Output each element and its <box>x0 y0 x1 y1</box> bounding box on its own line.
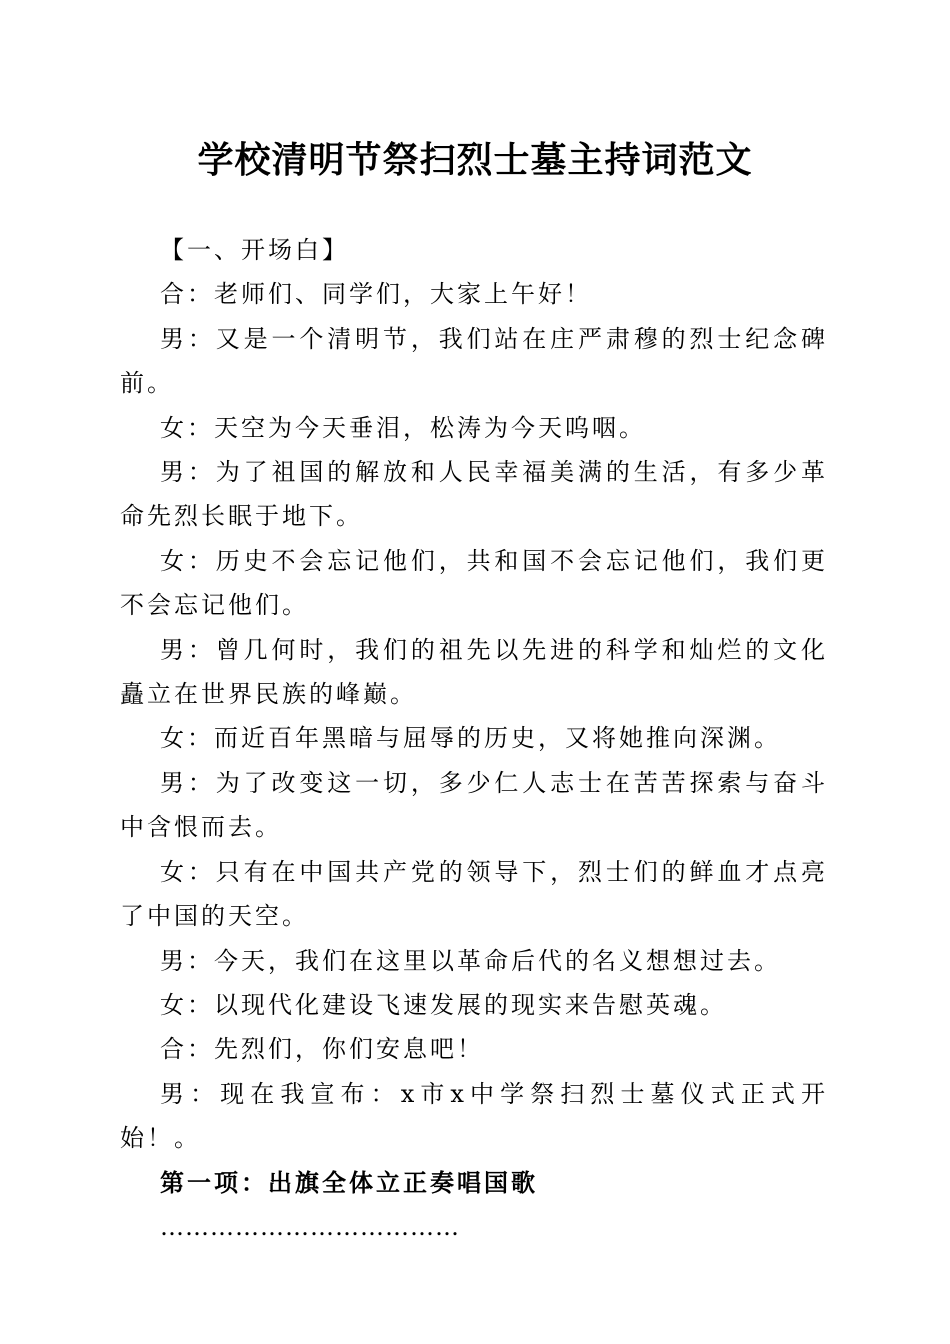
paragraph: 女：天空为今天垂泪，松涛为今天呜咽。 <box>160 413 646 442</box>
paragraph: 女：以现代化建设飞速发展的现实来告慰英魂。 <box>160 990 727 1019</box>
document-title: 学校清明节祭扫烈士墓主持词范文 <box>197 139 753 181</box>
paragraph: 合：老师们、同学们，大家上午好！ <box>160 280 592 309</box>
paragraph: 男：曾几何时，我们的祖先以先进的科学和灿烂的文化矗立在世界民族的峰巅。 <box>120 635 828 709</box>
paragraph: 男：又是一个清明节，我们站在庄严肃穆的烈士纪念碑前。 <box>120 324 828 398</box>
section-heading-opening: 【一、开场白】 <box>160 236 349 264</box>
paragraph: 女：而近百年黑暗与屈辱的历史，又将她推向深渊。 <box>160 724 781 753</box>
document-body <box>120 228 828 1249</box>
paragraph: 女：历史不会忘记他们，共和国不会忘记他们，我们更不会忘记他们。 <box>120 546 828 620</box>
paragraph: 女：只有在中国共产党的领导下，烈士们的鲜血才点亮了中国的天空。 <box>120 857 828 931</box>
ellipsis-line: ……………………………… <box>160 1212 460 1241</box>
paragraph: 合：先烈们，你们安息吧！ <box>160 1035 484 1064</box>
paragraph: 男：为了改变这一切，多少仁人志士在苦苦探索与奋斗中含恨而去。 <box>120 768 828 842</box>
agenda-item-first: 第一项：出旗全体立正奏唱国歌 <box>160 1167 538 1197</box>
paragraph: 男：今天，我们在这里以革命后代的名义想想过去。 <box>160 946 781 975</box>
paragraph: 男：现在我宣布：x市x中学祭扫烈士墓仪式正式开始！。 <box>120 1079 828 1153</box>
paragraph: 男：为了祖国的解放和人民幸福美满的生活，有多少革命先烈长眠于地下。 <box>120 458 828 531</box>
